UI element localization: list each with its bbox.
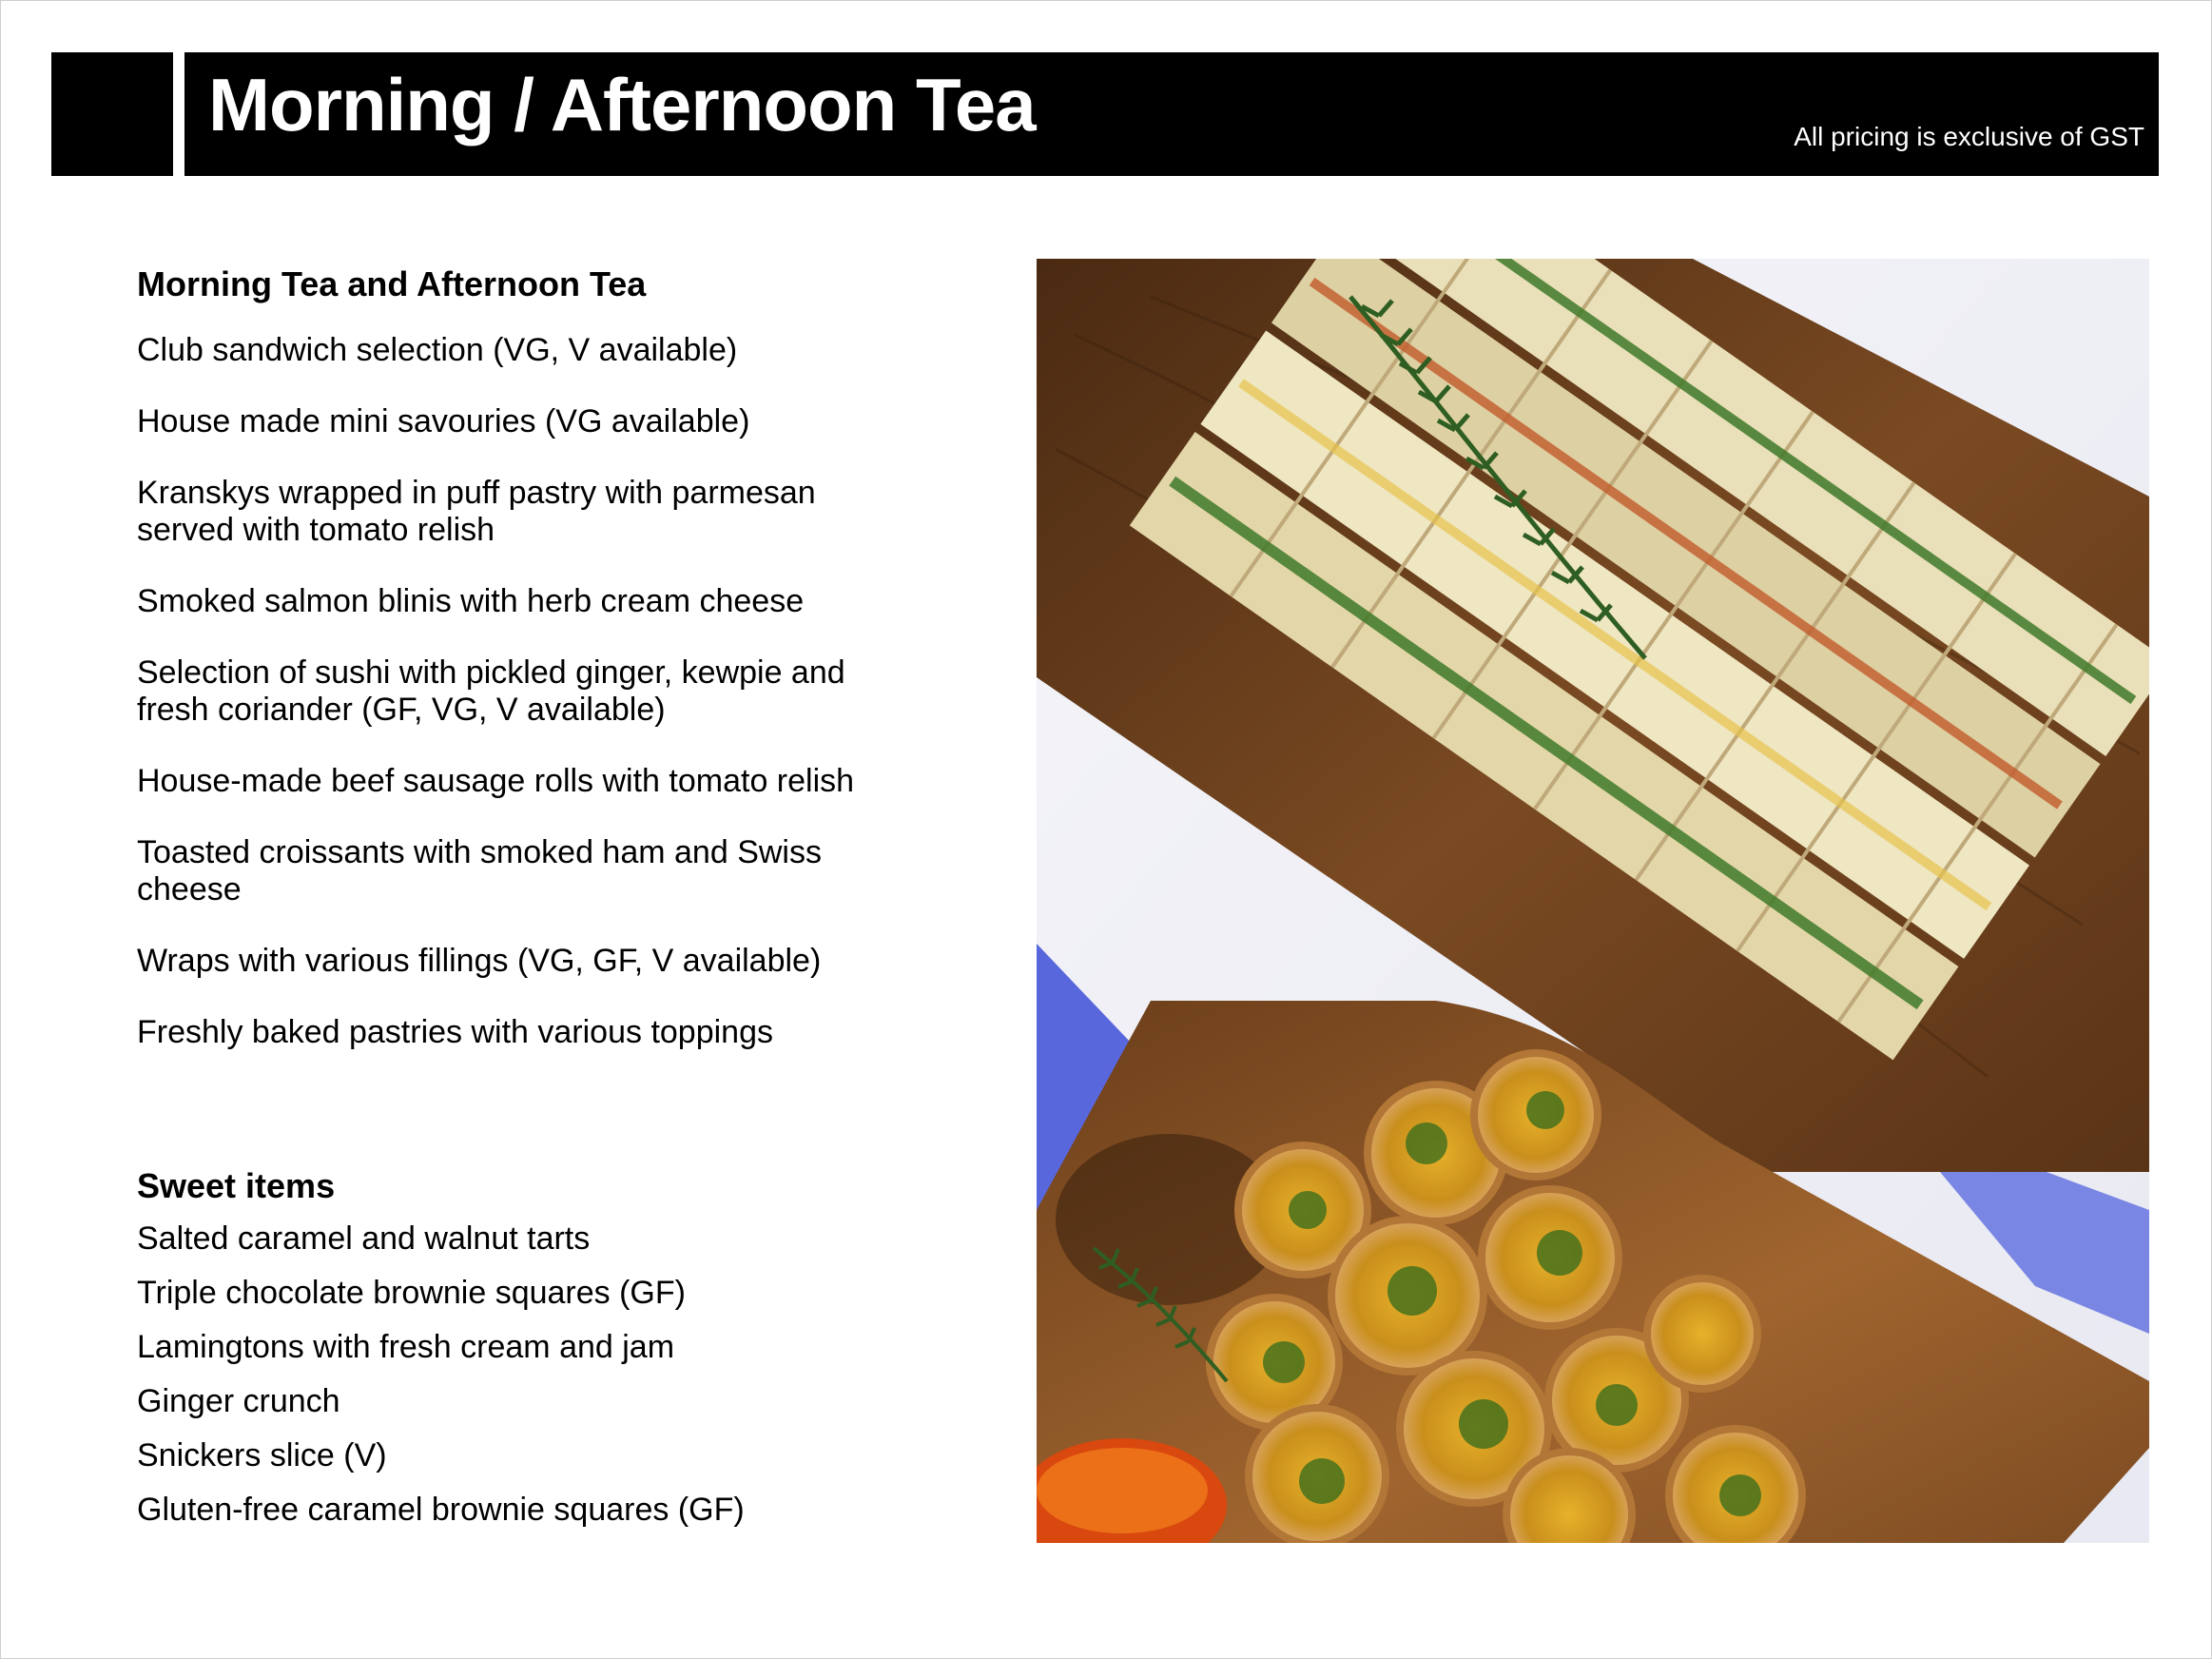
header-bar (184, 52, 2159, 176)
menu-item: Smoked salmon blinis with herb cream cheese (137, 583, 805, 619)
menu-item: Freshly baked pastries with various toppings (137, 1014, 773, 1050)
sweet-section (137, 1165, 898, 1546)
menu-item: House-made beef sausage rolls with tomato relish (137, 763, 855, 799)
savoury-section (137, 263, 898, 1085)
food-photo (1037, 259, 2149, 1543)
menu-item: Triple chocolate brownie squares (GF) (137, 1275, 686, 1311)
menu-item: Ginger crunch (137, 1383, 340, 1419)
sweet-heading: Sweet items (137, 1166, 336, 1205)
menu-item: Wraps with various fillings (VG, GF, V available) (137, 943, 822, 979)
menu-item: Selection of sushi with pickled ginger, kewpie and fresh coriander (GF, VG, V available) (137, 654, 845, 728)
menu-item: Salted caramel and walnut tarts (137, 1220, 591, 1257)
menu-item: Snickers slice (V) (137, 1437, 387, 1474)
sweet-list (137, 1220, 898, 1529)
food-photo-illustration (1037, 259, 2149, 1543)
savoury-list (137, 332, 898, 1051)
pricing-note: All pricing is exclusive of GST (1794, 122, 2144, 151)
menu-item: House made mini savouries (VG available) (137, 403, 750, 439)
page-title: Morning / Afternoon Tea (208, 63, 1036, 146)
header-accent-block (51, 52, 173, 176)
menu-item: Toasted croissants with smoked ham and Swiss cheese (137, 834, 822, 908)
menu-item: Gluten-free caramel brownie squares (GF) (137, 1492, 745, 1528)
savoury-heading: Morning Tea and Afternoon Tea (137, 264, 647, 303)
menu-item: Lamingtons with fresh cream and jam (137, 1329, 675, 1365)
menu-item: Club sandwich selection (VG, V available) (137, 332, 738, 368)
menu-item: Kranskys wrapped in puff pastry with parmesan served with tomato relish (137, 475, 816, 548)
